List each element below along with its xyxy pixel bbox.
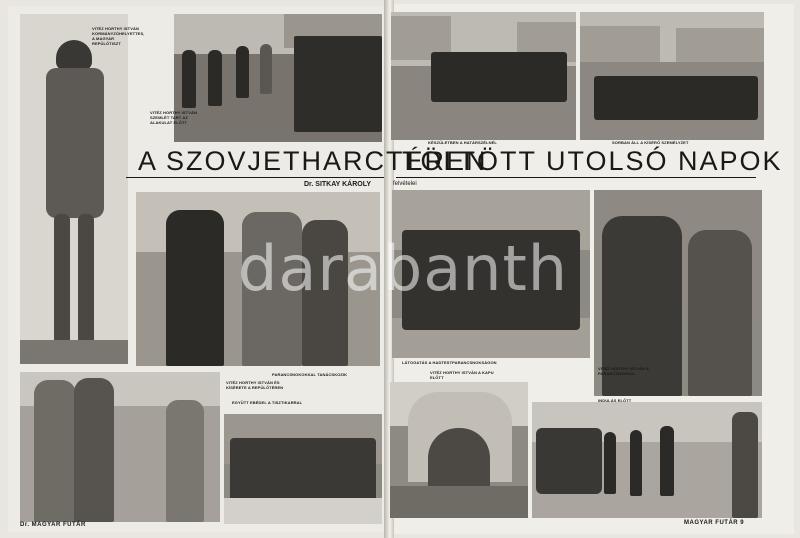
car-caption: INDULÁS ELŐTT bbox=[598, 398, 632, 403]
footer-left: Dr. MAGYAR FUTÁR bbox=[20, 522, 86, 528]
group-caption: LÁTOGATÁS A HADTESTPARANCSNOKSÁGON bbox=[402, 360, 497, 365]
inspection-caption: VITÉZ HORTHY ISTVÁN SZEMLÉT TART AZ ALAKULAT ELŐTT bbox=[150, 110, 197, 125]
ranks-right-caption: SORBAN ÁLL A KÍSÉRŐ SZEMÉLYZET bbox=[612, 140, 689, 145]
field-pair-caption: VITÉZ HORTHY ISTVÁN ÉS KÍSÉRETE A REPÜLŐTÉREN bbox=[226, 380, 284, 390]
portrait-caption: VITÉZ HORTHY ISTVÁN KORMÁNYZÓHELYETTES, A MAGYAR REPÜLŐTISZT bbox=[92, 26, 145, 46]
footer-right: MAGYAR FUTÁR 9 bbox=[684, 520, 745, 526]
commanders-photo bbox=[136, 192, 380, 366]
ranks-left-caption: KÉSZÜLETBEN A HATÁRSZÉLNÉL bbox=[428, 140, 497, 145]
lunch-caption: EGYÜTT EBÉDEL A TISZTIKARRAL bbox=[232, 400, 303, 405]
car-photo bbox=[532, 402, 762, 518]
headline-right: TÖLTÖTT UTOLSÓ NAPOK bbox=[402, 146, 783, 176]
headline-left: A SZOVJETHARCTÉREN bbox=[138, 146, 488, 176]
headline-rule-right bbox=[396, 177, 756, 178]
watermark: darabanth bbox=[238, 232, 569, 305]
gate-caption: VITÉZ HORTHY ISTVÁN A KAPU ELŐTT bbox=[430, 370, 494, 380]
group-photo bbox=[392, 190, 590, 358]
field-pair-photo bbox=[20, 372, 220, 522]
portrait-photo bbox=[20, 14, 128, 364]
author-credit: Dr. SITKAY KÁROLY bbox=[304, 181, 372, 188]
ranks-photo-right bbox=[580, 12, 764, 140]
lunch-photo bbox=[224, 414, 382, 524]
photo-credit: felvételei bbox=[393, 181, 417, 187]
ranks-photo-left bbox=[391, 12, 576, 140]
gate-photo bbox=[390, 382, 528, 518]
officers-caption: VITÉZ HORTHY ISTVÁN A PARANCSNOKKAL bbox=[598, 366, 649, 376]
commanders-caption: PARANCSNOKOKKAL TANÁCSKOZIK bbox=[272, 372, 348, 377]
inspection-photo bbox=[174, 14, 382, 142]
headline-rule-left bbox=[126, 177, 384, 178]
